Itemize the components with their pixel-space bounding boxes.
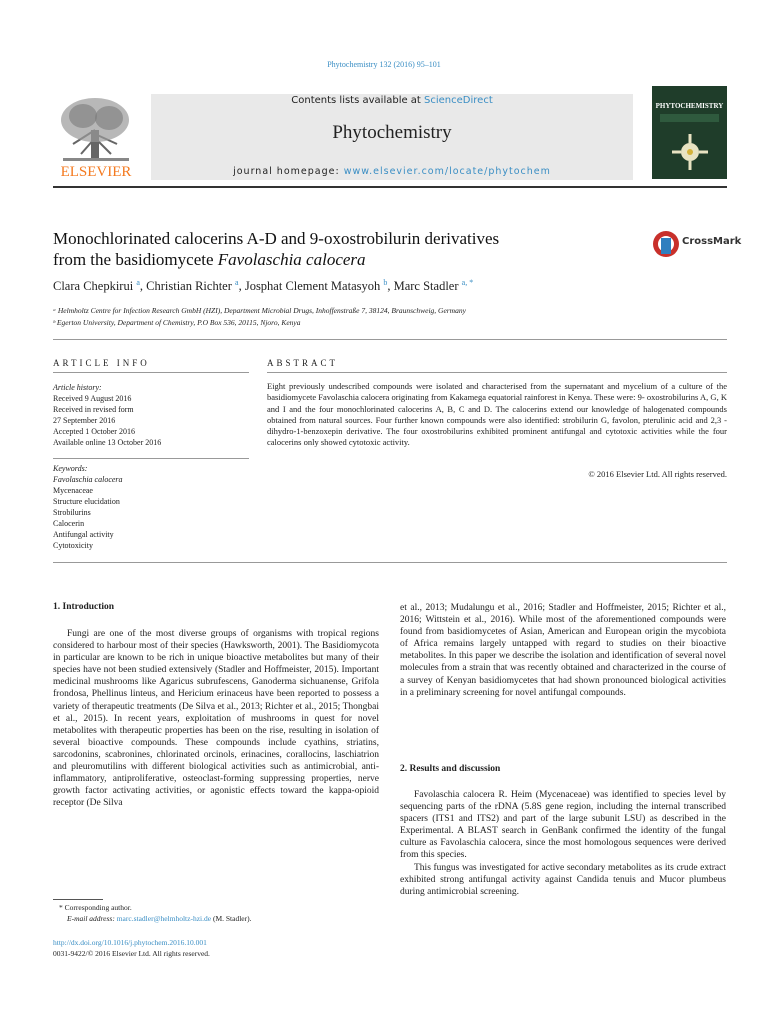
- doi-link[interactable]: http://dx.doi.org/10.1016/j.phytochem.2016.10.001: [53, 938, 207, 947]
- keyword: Favolaschia calocera: [53, 475, 123, 484]
- elsevier-wordmark: ELSEVIER: [60, 164, 132, 180]
- contents-line: Contents lists available at ScienceDirect: [291, 95, 493, 106]
- divider: [53, 339, 727, 340]
- affiliation-a: ᵃ Helmholtz Centre for Infection Research GmbH (HZI), Department Microbial Drugs, Inhoffenstraße 7, 38124, Braunschweig, Germany: [53, 306, 466, 315]
- keyword: Cytotoxicity: [53, 541, 93, 550]
- author-name: Marc Stadler: [393, 279, 459, 294]
- abstract-copyright: © 2016 Elsevier Ltd. All rights reserved.: [588, 469, 727, 479]
- history-item: Received in revised form: [53, 405, 134, 414]
- crossmark-badge[interactable]: CrossMark: [652, 228, 732, 260]
- history-item: Accepted 1 October 2016: [53, 427, 135, 436]
- article-info-heading: ARTICLE INFO: [53, 358, 150, 368]
- divider: [267, 372, 727, 373]
- history-item: Available online 13 October 2016: [53, 438, 162, 447]
- affiliation-marker[interactable]: b: [383, 278, 388, 287]
- article-history: Article history: Received 9 August 2016 Received in revised form 27 September 2016 Accepted 1 October 2016 Available online 13 October 2016: [53, 382, 249, 448]
- email-link[interactable]: marc.stadler@helmholtz-hzi.de: [116, 913, 212, 923]
- affiliation-marker[interactable]: a: [235, 278, 239, 287]
- footnote: * Corresponding author. E-mail address: marc.stadler@helmholtz-hzi.de (M. Stadler).: [59, 903, 252, 923]
- elsevier-logo: [53, 94, 139, 180]
- introduction-text: Fungi are one of the most diverse groups of organisms with tropical regions considered to harbour most of their species (Hawksworth, 2001). The Basidiomycota in particular are known to be rich in unique bioactive metabolites but many of their species have not been studied extensively (Stadler and Hoffmeister, 2015). Important medicinal mushrooms like Agaricus subrufescens, Ganoderma sichuanense, Grifola frondosa, Phellinus linteus, and Hericium erinaceus have been reported to possess a variety of therapeutic treatments (De Silva et al., 2013; Richter et al., 2015; Thongbai et al., 2015). In recent years, exploitation of mushrooms in quest for novel metabolites with therapeutic properties has been on the rise, resulting in isolation of several bioactive compounds. These compounds include cyathins, striatins, sarcodonins, scabronines, chlorinated orcinols, erinacines, corallocins, laschiatrion and pleuromutilins with different biological activities such as antimicrobial, anti-inflammatory, antiproliferative, osteoclast-forming suppressing properties, nerve growth factor activating activities, or agonistic effects toward the kappa-opioid receptor (De Silva: [53, 629, 379, 809]
- results-heading: 2. Results and discussion: [400, 764, 501, 774]
- footnote-rule: [53, 899, 103, 900]
- author-name: Josphat Clement Matasyoh: [244, 279, 381, 294]
- journal-cover-image[interactable]: [652, 86, 727, 179]
- divider: [53, 458, 249, 459]
- introduction-continued: et al., 2013; Mudalungu et al., 2016; Stadler and Hoffmeister, 2015; Richter et al., 2016; Wittstein et al., 2016). While most of the aforementioned compounds were found from basidiomycetes of Asian, American and European origin the mycobiota of Africa remains largely untapped with regard to studies on their bioactive metabolites. In this paper we describe the isolation and identification of several novel molecules from a strain that was recently obtained and characterized in the course of a survey of Kenyan basidiomycetes that had shown pronounced biological activities in a preliminary screening for novel antifungal compounds.: [400, 603, 726, 698]
- doi-block: [53, 938, 210, 959]
- introduction-heading: 1. Introduction: [53, 602, 115, 612]
- homepage-link[interactable]: www.elsevier.com/locate/phytochem: [343, 166, 551, 177]
- affiliation-marker[interactable]: a, *: [461, 278, 474, 287]
- paper-title: Monochlorinated calocerins A-D and 9-oxostrobilurin derivatives from the basidiomycete Favolaschia calocera: [53, 229, 500, 269]
- author-name: Clara Chepkirui: [53, 279, 134, 294]
- homepage-line: journal homepage: www.elsevier.com/locate/phytochem: [233, 166, 551, 177]
- results-paragraph: Favolaschia calocera R. Heim (Mycenaceae) was identified to species level by sequencing parts of the rDNA (5.8S gene region, including the internal transcribed spacers (ITS1 and ITS2) and part of the large subunit LSU) as described in the Experimental. A BLAST search in GenBank confirmed the identity of the fungal culture as Favolaschia calocera, since the most homologous sequences were derived from this species.: [400, 790, 726, 861]
- history-item: Received 9 August 2016: [53, 394, 132, 403]
- issn-line: 0031-9422/© 2016 Elsevier Ltd. All rights reserved.: [53, 948, 210, 958]
- divider: [53, 372, 249, 373]
- affiliation-marker[interactable]: a: [136, 278, 140, 287]
- keyword: Mycenaceae: [53, 486, 93, 495]
- results-text: [400, 789, 726, 898]
- results-paragraph: This fungus was investigated for active secondary metabolites as its crude extract exhibited strong antifungal activity against Candida tenuis and Mucor plumbeus during antimicrobial screening.: [400, 862, 726, 897]
- journal-reference-link[interactable]: Phytochemistry 132 (2016) 95–101: [327, 60, 441, 69]
- history-item: 27 September 2016: [53, 416, 116, 425]
- abstract-heading: ABSTRACT: [267, 358, 339, 368]
- cover-title: PHYTOCHEMISTRY: [655, 102, 724, 110]
- abstract-text: Eight previously undescribed compounds were isolated and characterised from the supernatant and mycelium of a culture of the basidiomycete Favolaschia calocera originating from Kakamega equatorial rainforest in Kenya. These were: 9- oxostrobilurins A, G, K and I and the four monochlorinated calocerins A, B, C and D. The calocerins extend our knowledge of halogenated compounds obtained from natural sources. Four further known compounds were also identified: strobilurin G, favolon, pterulinic acid and 2,3 -dihydro-1-benzoxepin derivative. The four oxostrobilurins exhibited prominent antifungal and cytotoxic activities while the four calocerins only showed cytotoxic activity.: [267, 381, 727, 448]
- affiliation-b: ᵇ Egerton University, Department of Chemistry, P.O Box 536, 20115, Njoro, Kenya: [53, 318, 301, 327]
- divider: [53, 562, 727, 563]
- header-rule: [53, 186, 727, 188]
- journal-title: Phytochemistry: [332, 122, 452, 143]
- crossmark-icon: [652, 228, 680, 260]
- author-list: Clara Chepkirui $^a$, Christian Richter $^a$, Josphat Clement Matasyoh $^b$, Marc Stadler $^{a, *}$: [53, 278, 474, 294]
- keyword: Calocerin: [53, 519, 85, 528]
- keyword: Antifungal activity: [53, 530, 114, 539]
- keyword: Structure elucidation: [53, 497, 120, 506]
- keyword: Strobilurins: [53, 508, 91, 517]
- keywords-list: Keywords: Favolaschia calocera Mycenaceae Structure elucidation Strobilurins Calocerin Antifungal activity Cytotoxicity: [53, 463, 249, 551]
- sciencedirect-link[interactable]: ScienceDirect: [424, 95, 493, 106]
- author-name: Christian Richter: [146, 279, 232, 294]
